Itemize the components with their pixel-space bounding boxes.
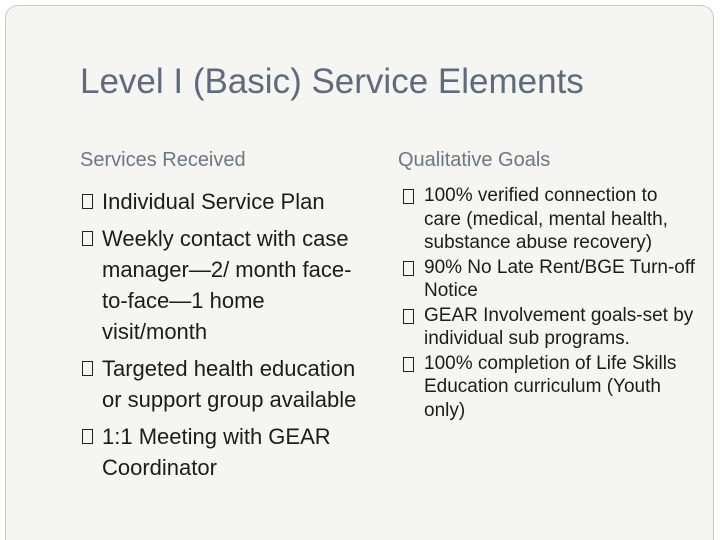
list-item-text: 90% No Late Rent/BGE Turn-off Notice [424, 256, 696, 301]
list-item [398, 256, 698, 303]
checkbox-icon [82, 194, 93, 209]
list-item [398, 184, 698, 255]
checkbox-icon [403, 309, 414, 324]
slide [5, 5, 714, 540]
list-item [80, 223, 370, 347]
checkbox-icon [403, 357, 414, 372]
list-item [80, 186, 370, 217]
goals-list [398, 184, 698, 423]
checkbox-icon [403, 261, 414, 276]
list-item-text: Weekly contact with case manager—2/ month face-to-face—1 home visit/month [102, 226, 352, 344]
services-received-heading: Services Received [80, 149, 246, 171]
list-item-text: 100% verified connection to care (medical, mental health, substance abuse recovery) [424, 185, 668, 253]
list-item-text: 1:1 Meeting with GEAR Coordinator [102, 424, 331, 480]
list-item-text: GEAR Involvement goals-set by individual sub programs. [424, 304, 694, 349]
list-item [80, 421, 370, 483]
checkbox-icon [82, 429, 93, 444]
qualitative-goals-heading: Qualitative Goals [398, 149, 551, 171]
list-item [398, 352, 698, 423]
list-item-text: 100% completion of Life Skills Education curriculum (Youth only) [424, 352, 677, 421]
slide-title: Level I (Basic) Service Elements [80, 62, 584, 101]
checkbox-icon [82, 361, 93, 376]
checkbox-icon [403, 189, 414, 204]
list-item-text: Individual Service Plan [102, 189, 325, 214]
list-item [80, 353, 370, 415]
list-item [398, 304, 698, 351]
services-list [80, 186, 370, 489]
checkbox-icon [82, 231, 93, 246]
list-item-text: Targeted health education or support group available [102, 356, 357, 412]
